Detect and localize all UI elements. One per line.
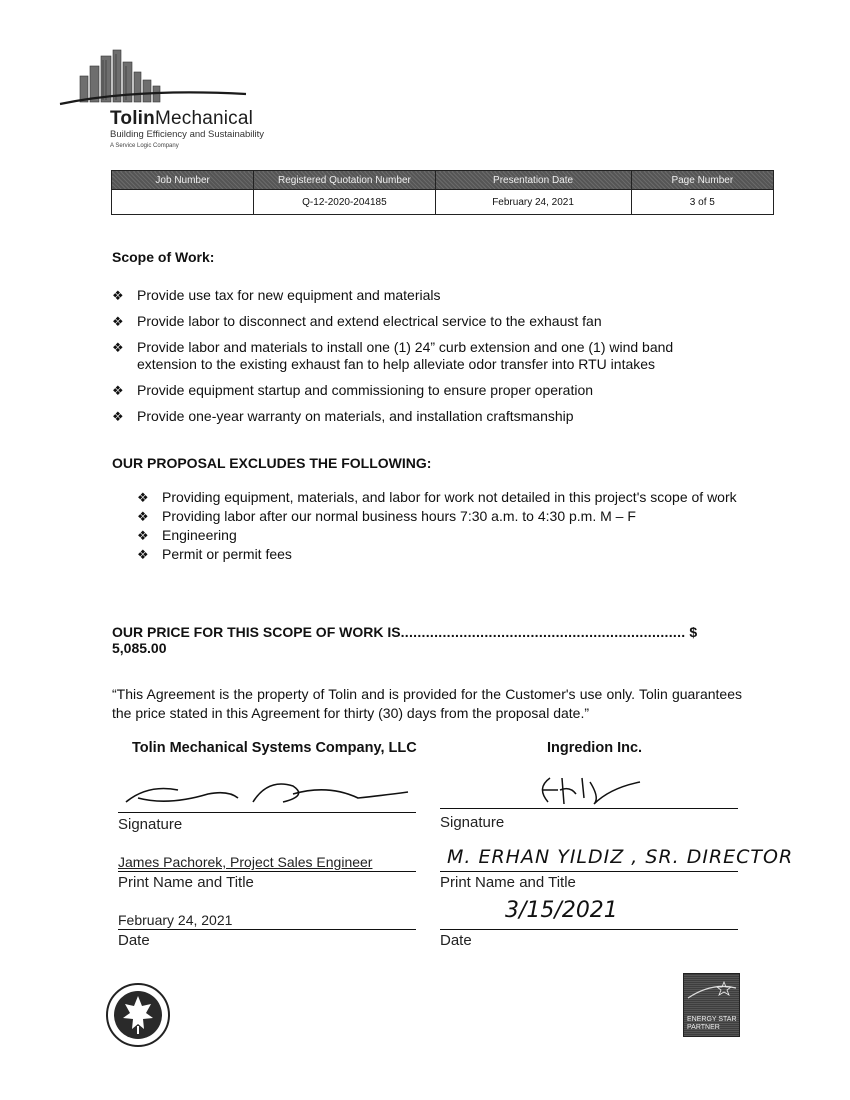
customer-print-name: M. ERHAN YILDIZ , SR. DIRECTOR [447, 846, 794, 868]
customer-print-line [440, 871, 738, 872]
company-tagline: Building Efficiency and Sustainability [110, 129, 265, 140]
diamond-bullet-icon: ❖ [112, 314, 124, 329]
list-item: ❖ Provide use tax for new equipment and materials [112, 287, 441, 303]
contractor-handwritten-signature [118, 776, 418, 812]
customer-date-label: Date [440, 932, 472, 949]
diamond-bullet-icon: ❖ [112, 409, 124, 424]
contractor-print-label: Print Name and Title [118, 874, 254, 891]
exclusions-heading: OUR PROPOSAL EXCLUDES THE FOLLOWING: [112, 455, 432, 471]
tolin-skyline-logo-icon [58, 48, 248, 110]
customer-signature-line [440, 808, 738, 809]
diamond-bullet-icon: ❖ [137, 490, 149, 505]
list-item: ❖ Providing labor after our normal business hours 7:30 a.m. to 4:30 p.m. M – F [137, 508, 636, 524]
scope-list [112, 287, 732, 434]
diamond-bullet-icon: ❖ [112, 383, 124, 398]
quotation-number-header: Registered Quotation Number [254, 171, 435, 190]
price-amount: $ 5,085.00 [112, 624, 698, 656]
presentation-date-header: Presentation Date [435, 171, 631, 190]
price-line [112, 624, 742, 656]
contractor-print-line [118, 871, 416, 872]
list-item: ❖ Engineering [137, 527, 237, 543]
energy-star-icon [684, 978, 739, 1008]
price-label: OUR PRICE FOR THIS SCOPE OF WORK IS [112, 624, 401, 640]
diamond-bullet-icon: ❖ [137, 547, 149, 562]
list-item: ❖ Provide labor and materials to install one (1) 24” curb extension and one (1) wind band extension to the existing exhaust fan to help alleviate odor transfer into RTU intakes [112, 339, 674, 372]
list-item: ❖ Providing equipment, materials, and labor for work not detailed in this project's scope of work [137, 489, 737, 505]
diamond-bullet-icon: ❖ [112, 340, 124, 355]
quotation-header-table [111, 170, 774, 215]
contractor-signature-label: Signature [118, 816, 183, 833]
customer-date: 3/15/2021 [505, 898, 618, 923]
list-item: ❖ Permit or permit fees [137, 546, 292, 562]
job-number-header: Job Number [112, 171, 254, 190]
contractor-signature-line [118, 812, 416, 813]
agreement-statement: “This Agreement is the property of Tolin and is provided for the Customer's use only. Tolin guarantees the price stated in this Agreement for thirty (30) days from the proposal date.” [112, 686, 742, 721]
list-item: ❖ Provide labor to disconnect and extend electrical service to the exhaust fan [112, 313, 602, 329]
customer-handwritten-signature [530, 768, 670, 812]
scope-heading: Scope of Work: [112, 249, 215, 265]
customer-signature-label: Signature [440, 814, 505, 831]
energy-star-partner-badge [683, 973, 740, 1037]
contractor-date-line [118, 929, 416, 930]
list-item: ❖ Provide one-year warranty on materials, and installation craftsmanship [112, 408, 574, 424]
exclusions-list [137, 489, 752, 565]
page-number-header: Page Number [631, 171, 773, 190]
usgbc-member-seal-icon [105, 982, 171, 1048]
energy-star-label: ENERGY STAR PARTNER [687, 1016, 737, 1031]
list-item: ❖ Provide equipment startup and commissioning to ensure proper operation [112, 382, 594, 398]
diamond-bullet-icon: ❖ [112, 288, 124, 303]
company-wordmark: TolinMechanical [110, 108, 254, 129]
parent-company: A Service Logic Company [110, 143, 179, 149]
quotation-number-value: Q-12-2020-204185 [254, 190, 435, 215]
contractor-date-label: Date [118, 932, 150, 949]
price-leader-dots: .................................................................... [400, 624, 686, 640]
diamond-bullet-icon: ❖ [137, 509, 149, 524]
presentation-date-value: February 24, 2021 [435, 190, 631, 215]
diamond-bullet-icon: ❖ [137, 528, 149, 543]
customer-name: Ingredion Inc. [547, 740, 643, 756]
job-number-value [112, 190, 254, 215]
contractor-date: February 24, 2021 [118, 912, 233, 928]
contractor-print-name: James Pachorek, Project Sales Engineer [118, 854, 373, 870]
customer-date-line [440, 929, 738, 930]
customer-print-label: Print Name and Title [440, 874, 576, 891]
page-number-value: 3 of 5 [631, 190, 773, 215]
contractor-name: Tolin Mechanical Systems Company, LLC [132, 740, 417, 756]
